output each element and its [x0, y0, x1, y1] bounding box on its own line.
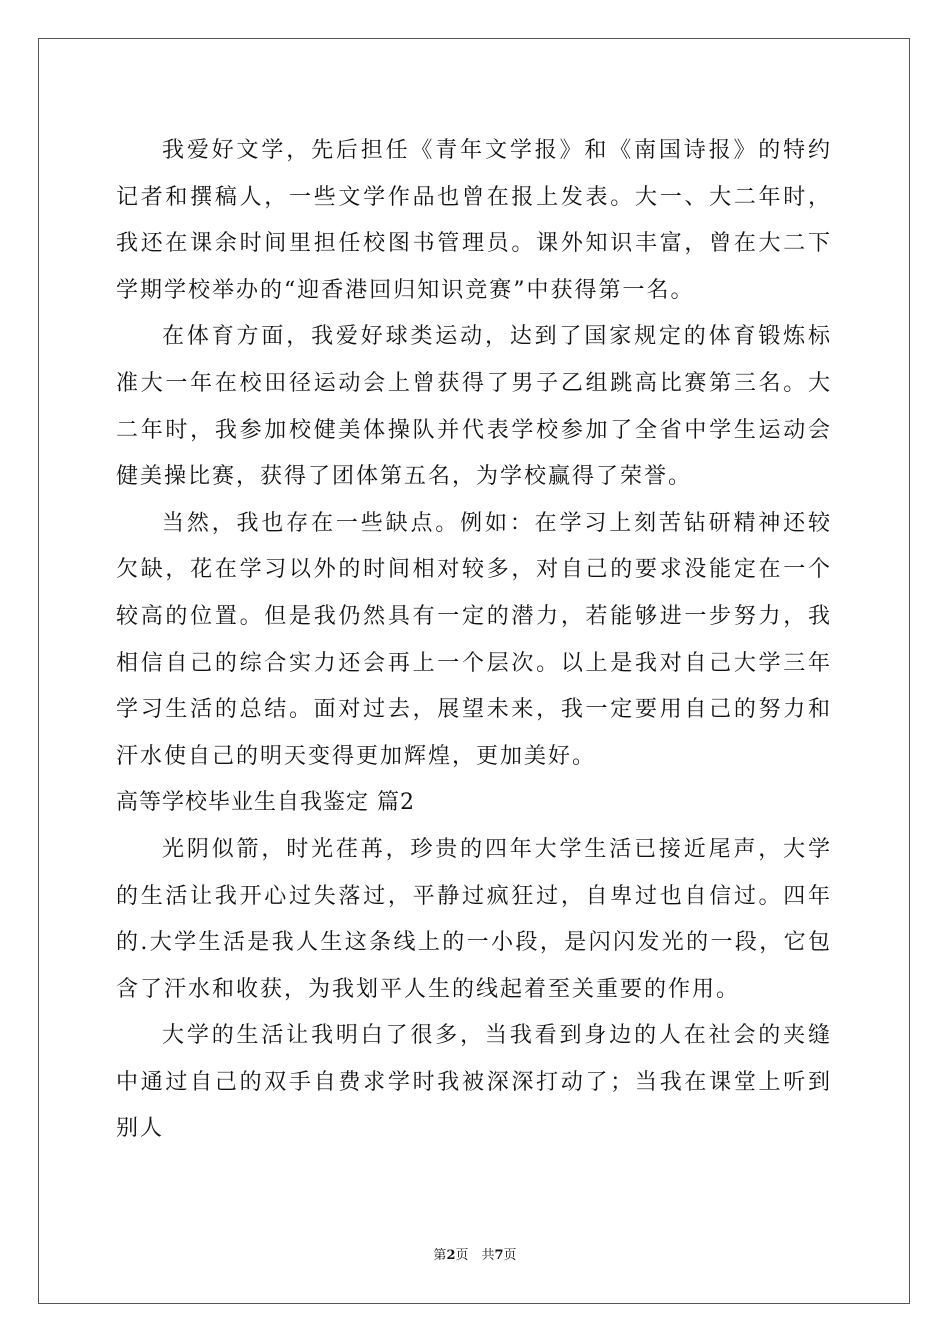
paragraph-four-years: 光阴似箭，时光荏苒，珍贵的四年大学生活已接近尾声，大学的生活让我开心过失落过，平静过疯狂过，自卑过也自信过。四年的.大学生活是我人生这条线上的一小段，是闪闪发光的一段，它包含了汗水和收获，为我划平人生的线起着至关重要的作用。: [116, 836, 832, 1002]
page-prefix: 第: [433, 1248, 447, 1263]
section-heading: 高等学校毕业生自我鉴定 篇2: [116, 790, 415, 816]
page-total: 7: [494, 1248, 504, 1263]
page-suffix: 页: [503, 1248, 517, 1263]
document-body: [116, 128, 832, 1153]
paragraph-sports: 在体育方面，我爱好球类运动，达到了国家规定的体育锻炼标准大一年在校田径运动会上曾获得了男子乙组跳高比赛第三名。大二年时，我参加校健美体操队并代表学校参加了全省中学生运动会健美操比赛，获得了团体第五名，为学校赢得了荣誉。: [116, 324, 832, 490]
page-current: 2: [446, 1248, 456, 1263]
page-footer: [0, 1247, 950, 1265]
paragraph-understanding: 大学的生活让我明白了很多，当我看到身边的人在社会的夹缝中通过自己的双手自费求学时我被深深打动了；当我在课堂上听到别人: [116, 1023, 832, 1142]
page-mid: 页 共: [455, 1248, 495, 1263]
paragraph-literature: 我爱好文学，先后担任《青年文学报》和《南国诗报》的特约记者和撰稿人，一些文学作品也曾在报上发表。大一、大二年时，我还在课余时间里担任校图书管理员。课外知识丰富，曾在大二下学期学校举办的“迎香港回归知识竞赛”中获得第一名。: [116, 138, 832, 303]
paragraph-shortcomings: 当然，我也存在一些缺点。例如：在学习上刻苦钻研精神还较欠缺，花在学习以外的时间相对较多，对自己的要求没能定在一个较高的位置。但是我仍然具有一定的潜力，若能够进一步努力，我相信自己的综合实力还会再上一个层次。以上是我对自己大学三年学习生活的总结。面对过去，展望未来，我一定要用自己的努力和汗水使自己的明天变得更加辉煌，更加美好。: [116, 510, 832, 769]
